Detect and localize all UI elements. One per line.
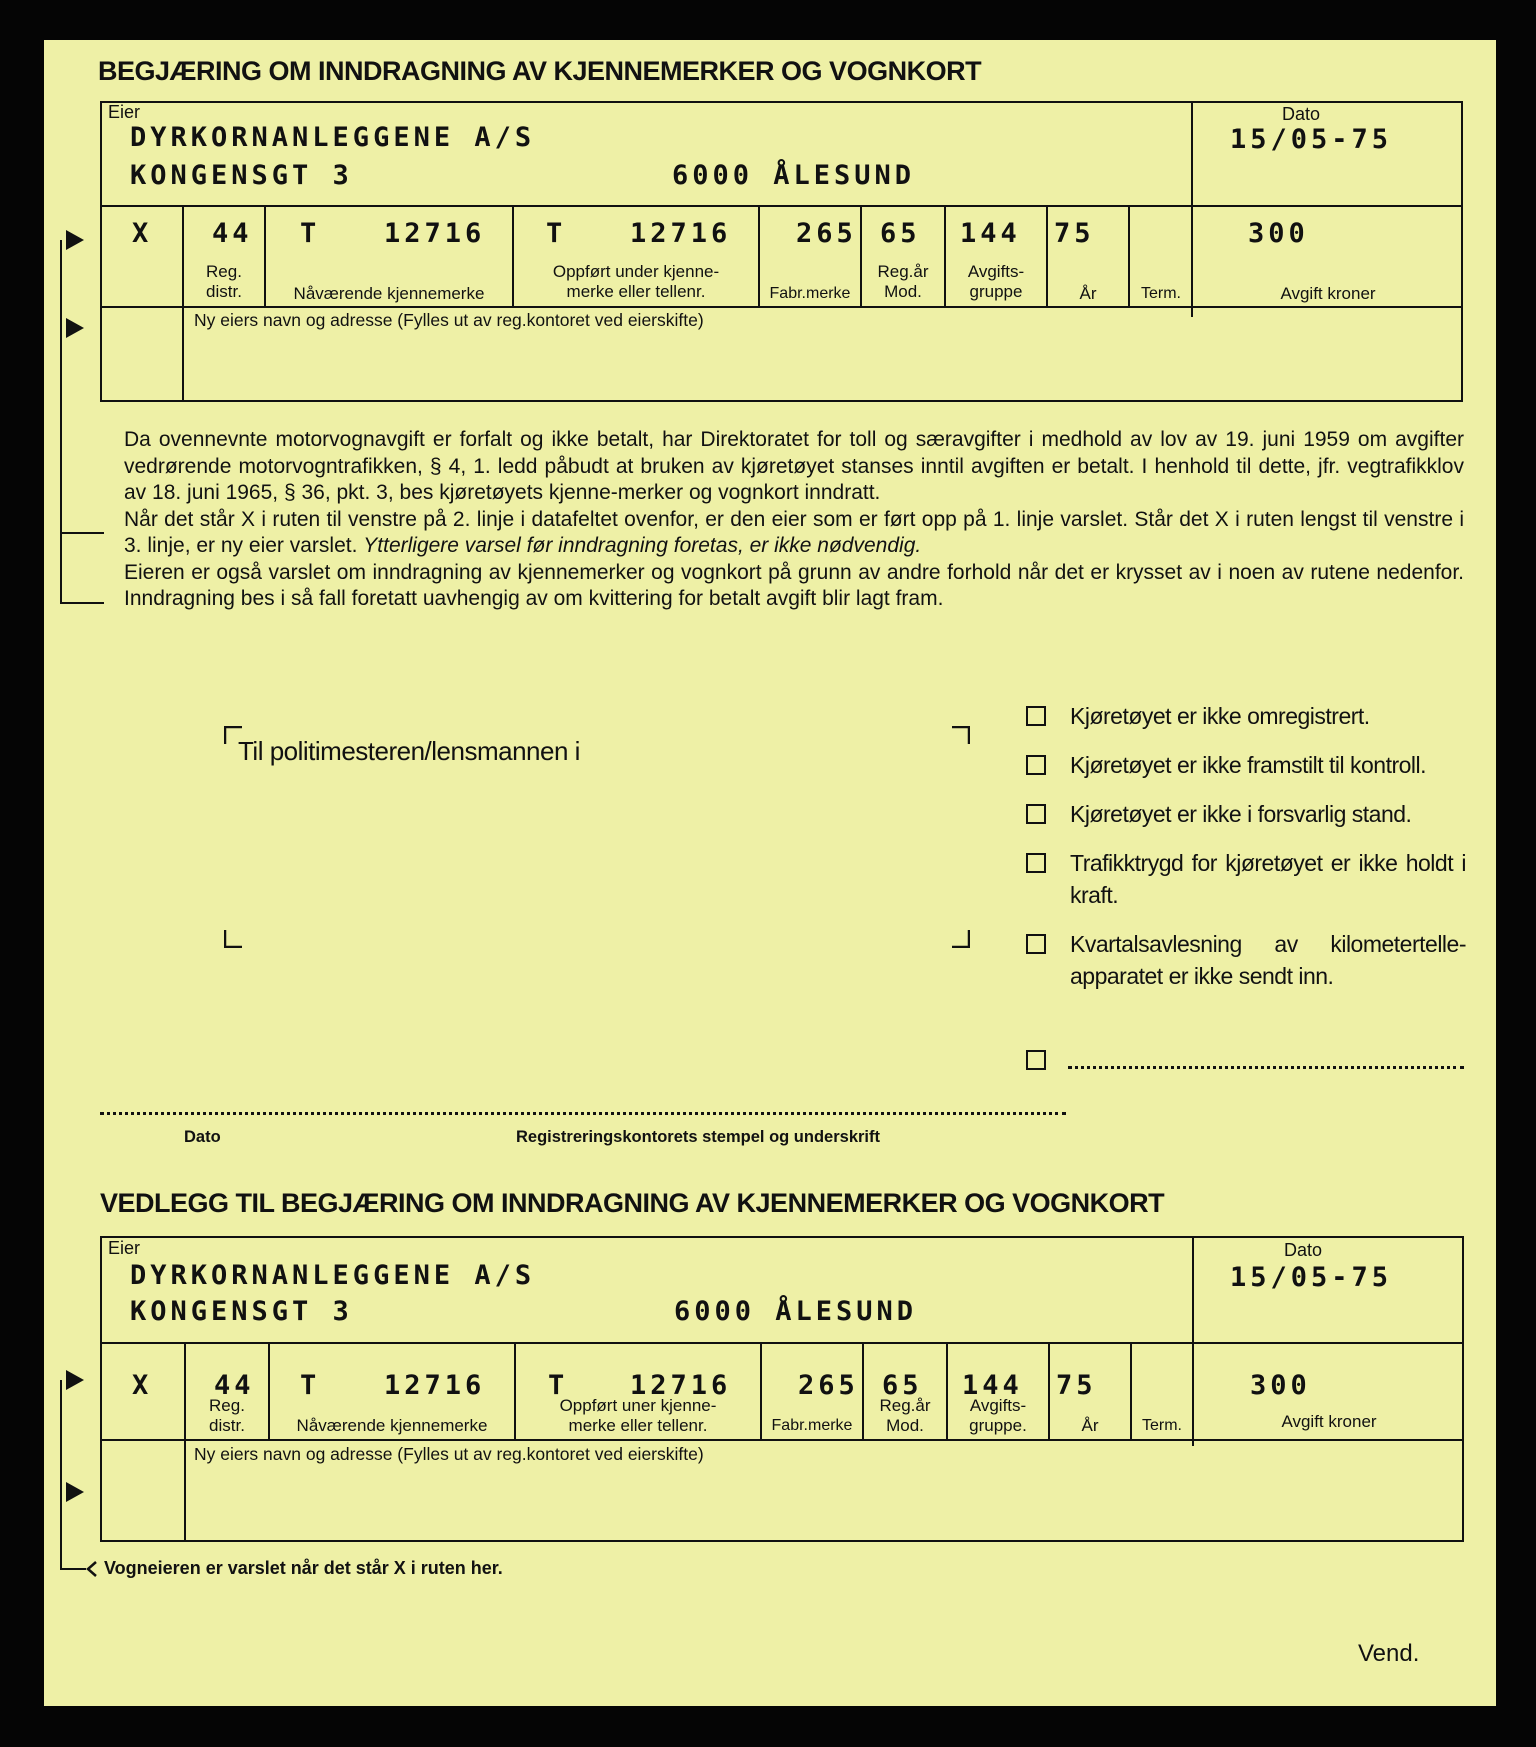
fabr-value: 265: [796, 218, 857, 249]
avgift-gruppe-label: Avgifts- gruppe: [967, 262, 1025, 301]
avgift-gruppe-value: 144: [962, 1370, 1023, 1401]
checkbox-label: Kjøretøyet er ikke omregistrert.: [1070, 703, 1370, 729]
form-paper: [44, 40, 1496, 1706]
checkbox-unsafe[interactable]: [1026, 804, 1046, 824]
arrow-marker: [66, 230, 84, 250]
ar-value: 75: [1054, 218, 1095, 249]
chevron-left-icon: [84, 1560, 98, 1578]
listed-plate-number: 12716: [630, 218, 732, 249]
attachment-title: VEDLEGG TIL BEGJÆRING OM INNDRAGNING AV KJENNEMERKER OG VOGNKORT: [100, 1188, 1165, 1218]
checkbox-other[interactable]: [1026, 1050, 1046, 1070]
arrow-marker: [66, 318, 84, 338]
listed-plate-label: Oppført under kjenne- merke eller tellenr.: [552, 262, 720, 301]
other-reason-line[interactable]: [1068, 1066, 1464, 1069]
paragraph-notice: Når det står X i ruten til venstre på 2. linje i datafeltet ovenfor, er den eier som er ført opp på 1. linje varslet. Står det X i ruten lengst til venstre i 3. linje, er ny eier varslet. Ytterligere varsel før inndragning foretas, er ikke nødvendig.: [124, 507, 1464, 557]
mark-x: X: [132, 218, 153, 249]
corner-mark-icon: [224, 930, 242, 948]
regar-value: 65: [880, 218, 921, 249]
signature-dato-label: Dato: [184, 1128, 221, 1146]
checkbox-label: Kjøretøyet er ikke framstilt til kontroll.: [1070, 752, 1427, 778]
listed-plate-number: 12716: [630, 1370, 732, 1401]
dato-label: Dato: [1284, 1240, 1323, 1260]
listed-plate-letter: T: [548, 1370, 569, 1401]
arrow-marker: [66, 1482, 84, 1502]
dato-value: 15/05-75: [1230, 124, 1393, 155]
avgift-gruppe-label: Avgifts- gruppe.: [969, 1396, 1027, 1435]
avgift-kroner-value: 300: [1248, 218, 1309, 249]
current-plate-number: 12716: [384, 1370, 486, 1401]
current-plate-label: Nåværende kjennemerke: [296, 1416, 488, 1435]
fabr-label: Fabr.merke: [771, 1417, 853, 1434]
owner-name: DYRKORNANLEGGENE A/S: [130, 1260, 536, 1291]
paragraph-other: Eieren er også varslet om inndragning av kjennemerker og vognkort på grunn av andre forhold når det er krysset av i noen av rutene nedenfor. Inndragning bes i så fall foretatt uavhengig av om kvittering for betalt avgift blir lagt fram.: [124, 560, 1464, 610]
signature-line[interactable]: [100, 1112, 1066, 1115]
corner-mark-icon: [952, 726, 970, 744]
avgift-kroner-label: Avgift kroner: [1280, 284, 1376, 303]
current-plate-number: 12716: [384, 218, 486, 249]
form-title: BEGJÆRING OM INNDRAGNING AV KJENNEMERKER OG VOGNKORT: [98, 56, 982, 86]
avgift-kroner-value: 300: [1250, 1370, 1311, 1401]
listed-plate-letter: T: [546, 218, 567, 249]
dato-label: Dato: [1282, 104, 1321, 124]
avgift-kroner-label: Avgift kroner: [1281, 1412, 1377, 1431]
regar-label: Reg.år Mod.: [879, 1396, 931, 1435]
corner-mark-icon: [952, 930, 970, 948]
eier-label: Eier: [108, 1238, 141, 1258]
listed-plate-label: Oppført uner kjenne- merke eller tellenr.: [559, 1396, 717, 1435]
current-plate-letter: T: [300, 1370, 321, 1401]
regar-value: 65: [882, 1370, 923, 1401]
owner-street: KONGENSGT 3: [130, 1296, 353, 1327]
reg-distr: 44: [214, 1370, 255, 1401]
owner-city: 6000 ÅLESUND: [674, 1296, 918, 1327]
reg-distr-label: Reg. distr.: [206, 262, 242, 301]
current-plate-letter: T: [300, 218, 321, 249]
mark-x: X: [132, 1370, 153, 1401]
checkbox-label: Trafikktrygd for kjøretøyet er ikke holdt i kraft.: [1070, 850, 1466, 908]
eier-label: Eier: [108, 102, 141, 122]
reg-distr-label: Reg. distr.: [209, 1396, 245, 1435]
body-text: [124, 427, 1464, 613]
attachment-notice: Vogneieren er varslet når det står X i ruten her.: [104, 1558, 503, 1578]
dato-value: 15/05-75: [1230, 1262, 1393, 1293]
fabr-value: 265: [798, 1370, 859, 1401]
police-label: Til politimesteren/lensmannen i: [238, 736, 580, 766]
checkbox-label: Kvartalsavlesning av kilometertelle-apparatet er ikke sendt inn.: [1070, 931, 1466, 989]
term-label: Term.: [1141, 285, 1181, 302]
new-owner-label: Ny eiers navn og adresse (Fylles ut av reg.kontoret ved eierskifte): [194, 310, 704, 330]
new-owner-label: Ny eiers navn og adresse (Fylles ut av reg.kontoret ved eierskifte): [194, 1444, 704, 1464]
current-plate-label: Nåværende kjennemerke: [293, 284, 485, 303]
checkbox-not-reregistered[interactable]: [1026, 706, 1046, 726]
reg-distr: 44: [212, 218, 253, 249]
arrow-marker: [66, 1370, 84, 1390]
checkbox-not-inspected[interactable]: [1026, 755, 1046, 775]
owner-name: DYRKORNANLEGGENE A/S: [130, 122, 536, 153]
ar-value: 75: [1056, 1370, 1097, 1401]
avgift-gruppe-value: 144: [960, 218, 1021, 249]
checkbox-odometer[interactable]: [1026, 934, 1046, 954]
checkbox-label: Kjøretøyet er ikke i forsvarlig stand.: [1070, 801, 1412, 827]
footer-vend: Vend.: [1358, 1640, 1420, 1667]
paragraph-legal: Da ovennevnte motorvognavgift er forfalt og ikke betalt, har Direktoratet for toll og særavgifter i medhold av lov av 19. juni 1959 om avgifter vedrørende motorvogntrafikken, § 4, 1. ledd påbudt at bruken av kjøretøyet stanses inntil avgiften er betalt. I henhold til dette, jfr. vegtrafikklov av 18. juni 1965, § 36, pkt. 3, bes kjøretøyets kjenne-merker og vognkort inndratt.: [124, 428, 1464, 504]
ar-label: År: [1081, 1416, 1099, 1435]
checkbox-insurance[interactable]: [1026, 853, 1046, 873]
owner-street: KONGENSGT 3: [130, 160, 353, 191]
fabr-label: Fabr.merke: [769, 285, 851, 302]
term-label: Term.: [1142, 1417, 1182, 1434]
regar-label: Reg.år Mod.: [877, 262, 929, 301]
owner-city: 6000 ÅLESUND: [672, 160, 916, 191]
ar-label: År: [1079, 284, 1097, 303]
stamp-label: Registreringskontorets stempel og underskrift: [516, 1128, 880, 1146]
